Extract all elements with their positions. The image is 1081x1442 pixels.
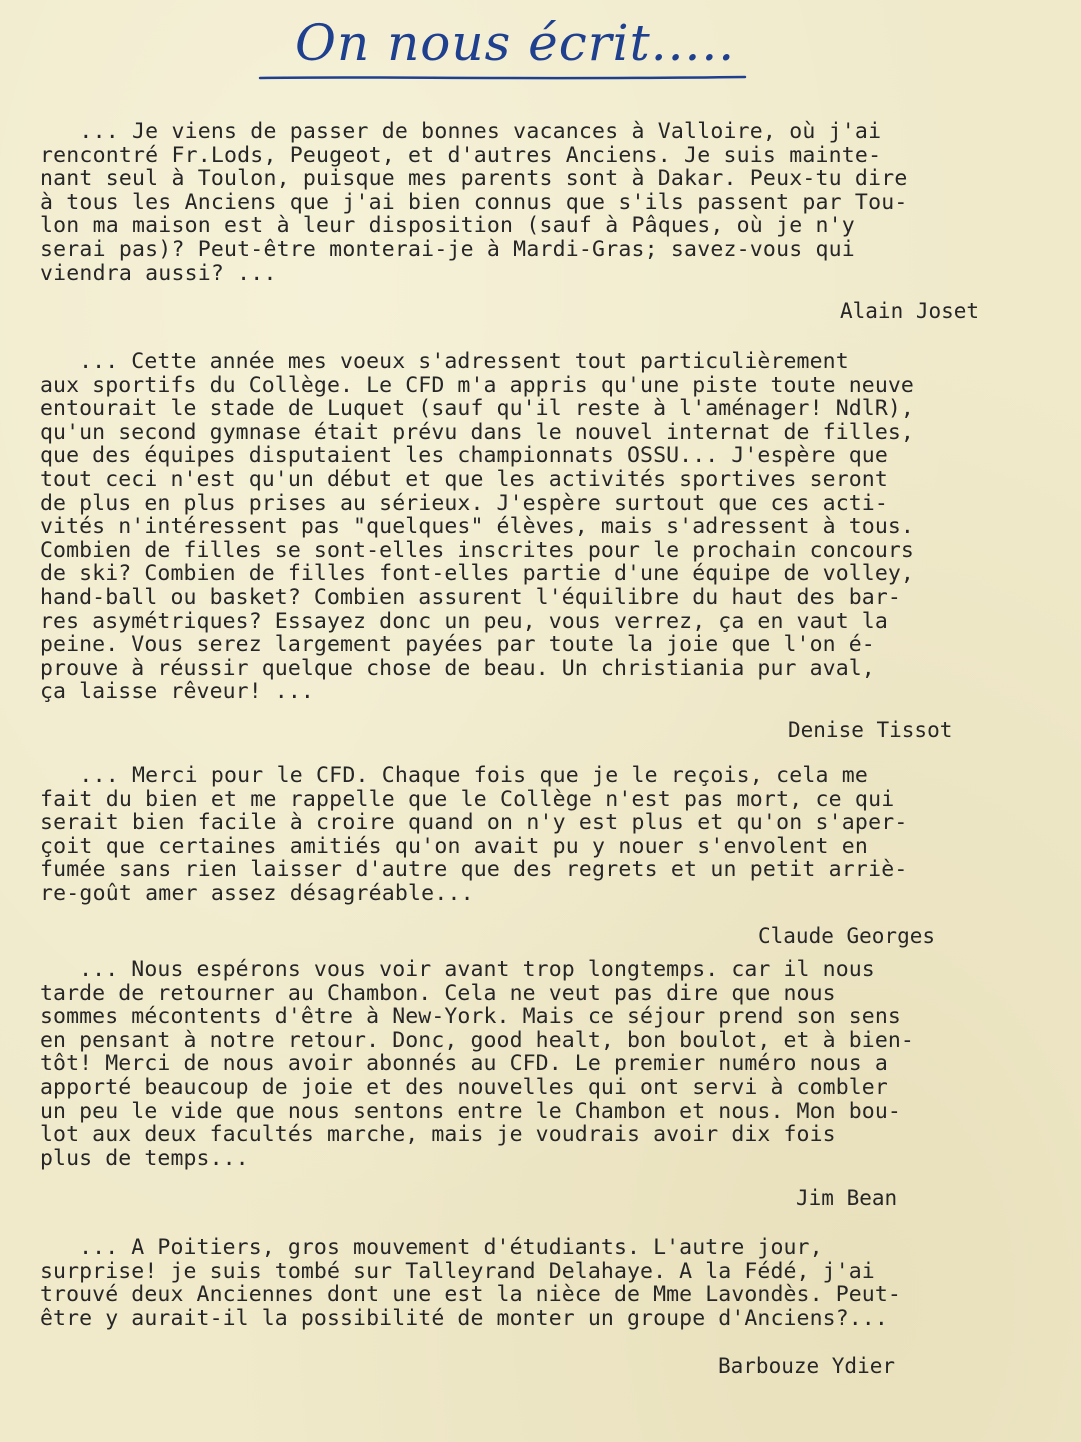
letter-3-body: ... Merci pour le CFD. Chaque fois que je le reçois, cela me fait du bien et me rappelle que le Collège n'est pas mort, ce qui serait bien facile à croire quand on n'y est plus et qu'on s'aper- çoit que certaines amitiés qu'on avait pu y nouer s'envolent en fumée sans rien laisser d'autre que des regrets et un petit arriè- re-goût amer assez désagréable... bbox=[40, 763, 908, 906]
letter-3-signature: Claude Georges bbox=[758, 924, 936, 948]
title-underline bbox=[255, 72, 755, 86]
letter-5-body: ... A Poitiers, gros mouvement d'étudiants. L'autre jour, surprise! je suis tombé sur Talleyrand Delahaye. A la Fédé, j'ai trouvé deux Anciennes dont une est la nièce de Mme Lavondès. Peut- être y aurait-il la possibilité de monter un groupe d'Anciens?... bbox=[40, 1235, 901, 1331]
letter-5-signature: Barbouze Ydier bbox=[718, 1354, 896, 1378]
letter-4-body: ... Nous espérons vous voir avant trop longtemps. car il nous tarde de retourner au Chambon. Cela ne veut pas dire que nous sommes mécontents d'être à New-York. Mais ce séjour prend son sens en pensant à notre retour. Donc, good healt, bon boulot, et à bien- tôt! Merci de nous avoir abonnés au CFD. Le premier numéro nous a apporté beaucoup de joie et des nouvelles qui ont servi à combler un peu le vide que nous sentons entre le Chambon et nous. Mon bou- lot aux deux facultés marche, mais je voudrais avoir dix fois plus de temps... bbox=[40, 957, 914, 1171]
letter-2-body: ... Cette année mes voeux s'adressent tout particulièrement aux sportifs du Collège. Le CFD m'a appris qu'une piste toute neuve entourait le stade de Luquet (sauf qu'il reste à l'aménager! NdlR), qu'un second gymnase était prévu dans le nouvel internat de filles, que des équipes disputaient les championnats OSSU... J'espère que tout ceci n'est qu'un début et que les activités sportives seront de plus en plus prises au sérieux. J'espère surtout que ces acti- vités n'intéressent pas "quelques" élèves, mais s'adressent à tous. Combien de filles se sont-elles inscrites pour le prochain concours de ski? Combien de filles font-elles partie d'une équipe de volley, hand-ball ou basket? Combien assurent l'équilibre du haut des bar- res asymétriques? Essayez donc un peu, vous verrez, ça en vaut la peine. Vous serez largement payées par toute la joie que l'on é- prouve à réussir quelque chose de beau. Un christiania pur aval, ça laisse rêveur! ... bbox=[40, 349, 914, 705]
letter-1-signature: Alain Joset bbox=[840, 299, 980, 323]
letter-4-signature: Jim Bean bbox=[796, 1186, 898, 1210]
handwritten-title bbox=[255, 10, 755, 90]
page-title: On nous écrit..... bbox=[295, 14, 736, 72]
letter-2-signature: Denise Tissot bbox=[788, 718, 953, 742]
letter-1-body: ... Je viens de passer de bonnes vacances à Valloire, où j'ai rencontré Fr.Lods, Peugeot, et d'autres Anciens. Je suis mainte- nant seul à Toulon, puisque mes parents sont à Dakar. Peux-tu dire à tous les Anciens que j'ai bien connus que s'ils passent par Tou- lon ma maison est à leur disposition (sauf à Pâques, où je n'y serai pas)? Peut-être monterai-je à Mardi-Gras; savez-vous qui viendra aussi? ... bbox=[40, 119, 908, 286]
